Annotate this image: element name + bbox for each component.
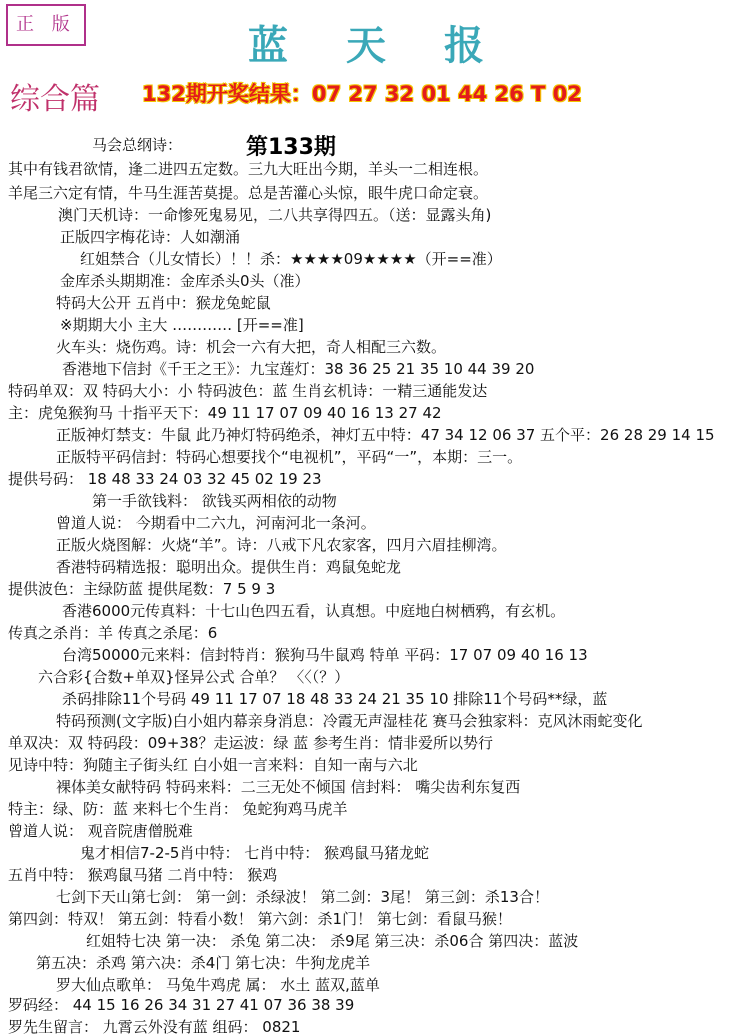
- text-line: 罗大仙点歌单： 马兔牛鸡虎 属： 水土 蓝双,蓝单: [56, 976, 380, 994]
- text-line: 正版神灯禁支：牛鼠 此乃神灯特码绝杀，神灯五中特：47 34 12 06 37 五个平：26 28 29 14 15: [56, 426, 715, 444]
- text-line: 罗码经： 44 15 16 26 34 31 27 41 07 36 38 39: [8, 996, 355, 1014]
- text-line: 特码单双：双 特码大小：小 特码波色：蓝 生肖玄机诗：一精三通能发达: [8, 382, 488, 400]
- text-line: 红姐特七决 第一决： 杀兔 第二决： 杀9尾 第三决：杀06合 第四决：蓝波: [86, 932, 579, 950]
- text-line: ※期期大小 主大 ………… [开==准]: [60, 316, 304, 334]
- genuine-stamp: 正 版: [6, 4, 86, 46]
- text-line: 香港地下信封《千王之王》：九宝莲灯：38 36 25 21 35 10 44 39 20: [62, 360, 535, 378]
- text-line: 第一手欲钱料： 欲钱买两相依的动物: [92, 492, 337, 510]
- text-line: 马会总纲诗：: [92, 136, 183, 154]
- text-line: 香港特码精选报：聪明出众。提供生肖：鸡鼠兔蛇龙: [56, 558, 402, 576]
- text-line: 提供号码： 18 48 33 24 03 32 45 02 19 23: [8, 470, 322, 488]
- text-line: 单双决：双 特码段：09+38？走运波：绿 蓝 参考生肖：情非爱所以势行: [8, 734, 494, 752]
- text-line: 第四剑：特双！ 第五剑：特看小数！ 第六剑：杀1门！ 第七剑：看鼠马猴！: [8, 910, 512, 928]
- text-line: 五肖中特： 猴鸡鼠马猪 二肖中特： 猴鸡: [8, 866, 278, 884]
- text-line: 见诗中特：狗随主子街头红 白小姐一言来料：自知一南与六北: [8, 756, 418, 774]
- text-line: 特码大公开 五肖中：猴龙兔蛇鼠: [56, 294, 271, 312]
- text-line: 曾道人说： 观音院唐僧脱难: [8, 822, 193, 840]
- text-line: 澳门天机诗：一命惨死鬼易见，二八共享得四五。（送：显露头角): [58, 206, 492, 224]
- text-line: 正版四字梅花诗：人如潮涌: [60, 228, 241, 246]
- text-line: 羊尾三六定有情，牛马生涯苦莫提。总是苦灌心头惊，眼牛虎口命定衰。: [8, 184, 489, 202]
- text-line: 火车头：烧伤鸡。诗：机会一六有大把，奇人相配三六数。: [56, 338, 447, 356]
- text-line: 其中有钱君欲情，逢二进四五定数。三九大旺出今期，羊头一二相连根。: [8, 160, 489, 178]
- text-line: 特主：绿、防：蓝 来料七个生肖： 兔蛇狗鸡马虎羊: [8, 800, 348, 818]
- text-line: 六合彩{合数+单双}怪异公式 合单？ 〈〈（？）: [38, 668, 350, 686]
- text-line: 七剑下天山第七剑： 第一剑：杀绿波！ 第二剑：3尾！ 第三剑：杀13合！: [56, 888, 549, 906]
- text-line: 红姐禁合（儿女情长）！！杀：★★★★09★★★★（开==准）: [80, 250, 502, 268]
- text-line: 传真之杀肖：羊 传真之杀尾：6: [8, 624, 218, 642]
- text-line: 正版特平码信封：特码心想要找个“电视机”，平码“一”，本期：三一。: [56, 448, 523, 466]
- text-line: 提供波色：主绿防蓝 提供尾数：7 5 9 3: [8, 580, 276, 598]
- text-line: 裸体美女献特码 特码来料：二三无处不倾国 信封料： 嘴尖齿利东复西: [56, 778, 521, 796]
- text-line: 金库杀头期期准：金库杀头0头（准）: [60, 272, 310, 290]
- text-line: 杀码排除11个号码 49 11 17 07 18 48 33 24 21 35 10 排除11个号码**绿，蓝: [62, 690, 608, 708]
- issue-number: 第133期: [246, 135, 336, 160]
- text-line: 主：虎兔猴狗马 十指平天下：49 11 17 07 09 40 16 13 27 42: [8, 404, 442, 422]
- text-line: 台湾50000元来料：信封特肖：猴狗马牛鼠鸡 特单 平码：17 07 09 40 16 13: [62, 646, 588, 664]
- brand-title: 蓝天报: [248, 22, 542, 69]
- draw-result: 132期开奖结果：07 27 32 01 44 26 T 02: [142, 82, 582, 106]
- text-line: 香港6000元传真料：十七山色四五看，认真想。中庭地白树栖鸦，有玄机。: [62, 602, 566, 620]
- text-line: 第五决：杀鸡 第六决：杀4门 第七决：牛狗龙虎羊: [36, 954, 371, 972]
- text-line: 罗先生留言： 九霄云外没有蓝 组码： 0821: [8, 1018, 301, 1036]
- text-line: 特码预测(文字版)白小姐内幕亲身消息：冷霞无声湿桂花 赛马会独家料：克风沐雨蛇变化: [56, 712, 643, 730]
- text-line: 曾道人说： 今期看中二六九，河南河北一条河。: [56, 514, 376, 532]
- section-title: 综合篇: [10, 82, 100, 117]
- text-line: 鬼才相信7-2-5肖中特： 七肖中特： 猴鸡鼠马猪龙蛇: [80, 844, 429, 862]
- text-line: 正版火烧图解：火烧“羊”。诗：八戒下凡农家客，四月六眉挂柳湾。: [56, 536, 507, 554]
